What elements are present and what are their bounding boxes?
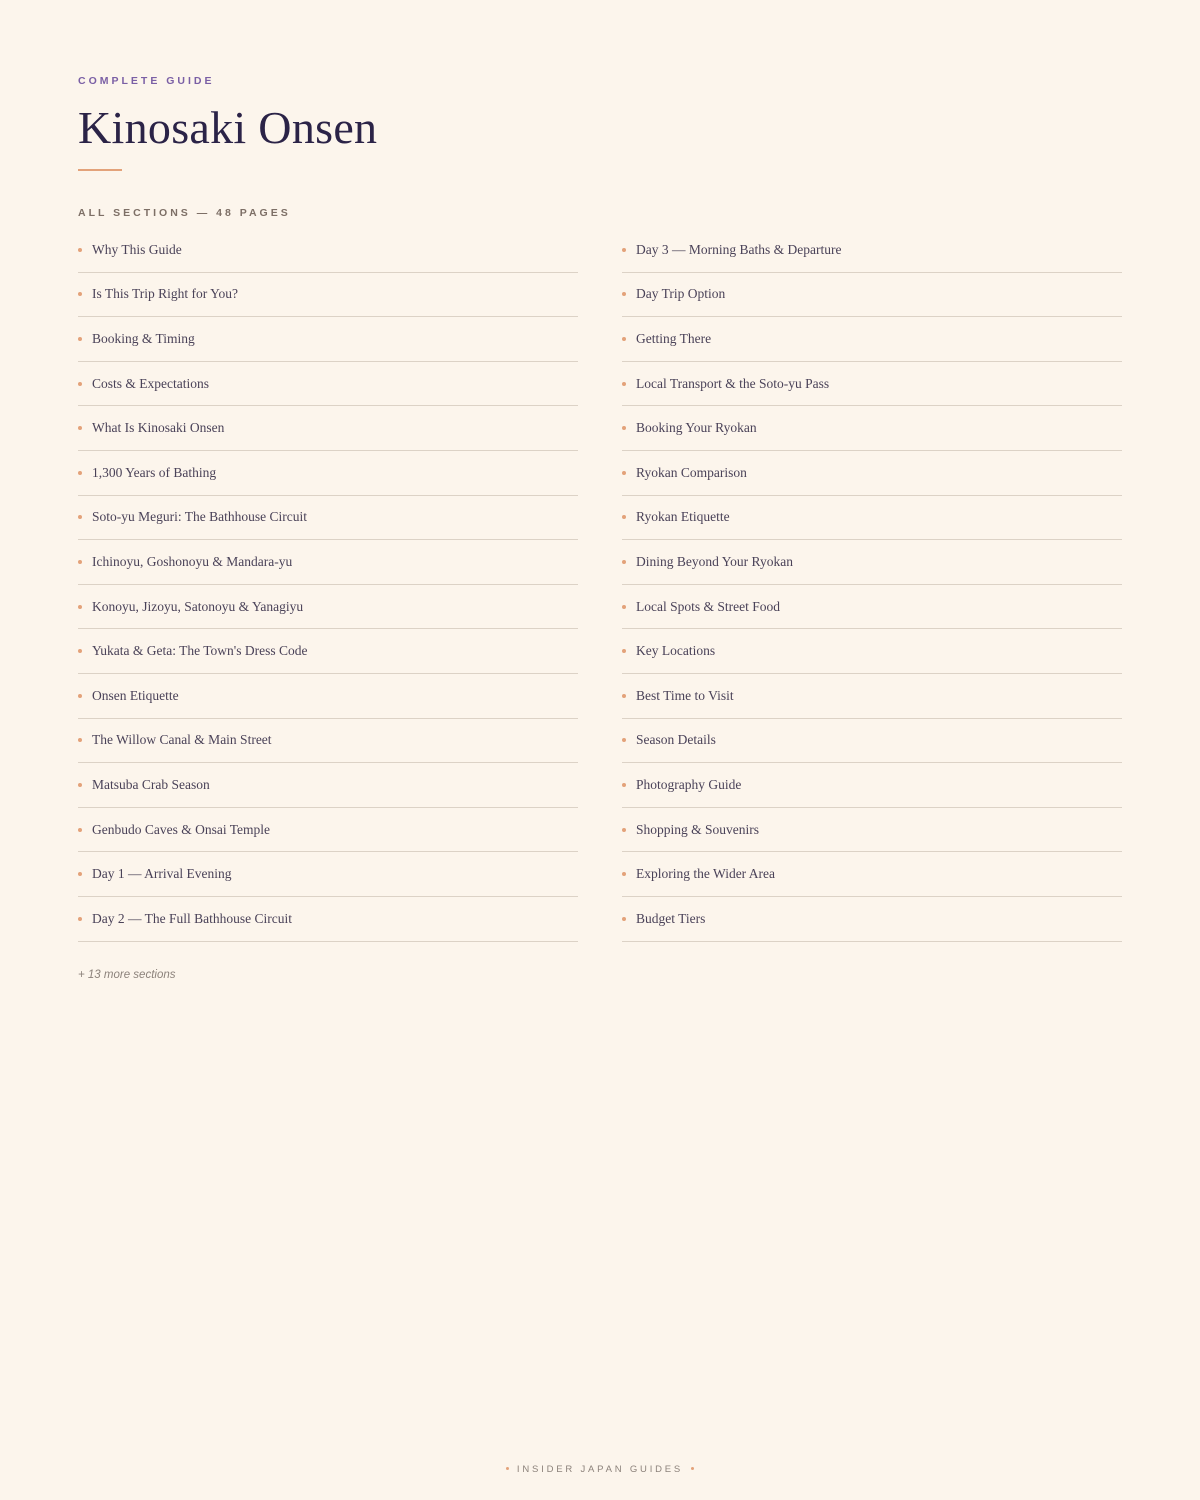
bullet-dot-icon — [78, 471, 82, 475]
toc-item-label: Day 3 — Morning Baths & Departure — [636, 241, 842, 257]
toc-item[interactable] — [78, 451, 578, 496]
toc-item[interactable] — [78, 763, 578, 808]
bullet-dot-icon — [622, 694, 626, 698]
toc-item[interactable] — [622, 585, 1122, 630]
footer-dot-right — [691, 1467, 694, 1470]
footer-text: INSIDER JAPAN GUIDES — [516, 1464, 684, 1475]
toc-item[interactable] — [622, 674, 1122, 719]
bullet-dot-icon — [622, 560, 626, 564]
toc-item-label: Yukata & Geta: The Town's Dress Code — [92, 643, 308, 659]
bullet-dot-icon — [622, 337, 626, 341]
toc-item[interactable] — [622, 629, 1122, 674]
toc-item-label: Shopping & Souvenirs — [636, 821, 760, 837]
bullet-dot-icon — [78, 560, 82, 564]
toc-item[interactable] — [78, 406, 578, 451]
toc-item[interactable] — [78, 540, 578, 585]
toc-item-label: Day 1 — Arrival Evening — [92, 866, 232, 882]
toc-item[interactable] — [622, 228, 1122, 273]
toc-item-label: Konoyu, Jizoyu, Satonoyu & Yanagiyu — [92, 598, 304, 614]
toc-item[interactable] — [622, 540, 1122, 585]
toc-item[interactable] — [78, 317, 578, 362]
bullet-dot-icon — [622, 382, 626, 386]
toc-item[interactable] — [78, 273, 578, 318]
bullet-dot-icon — [622, 605, 626, 609]
toc-item[interactable] — [622, 273, 1122, 318]
toc-item[interactable] — [78, 808, 578, 853]
title-accent-rule — [78, 169, 122, 171]
toc-item[interactable] — [78, 585, 578, 630]
bullet-dot-icon — [622, 738, 626, 742]
bullet-dot-icon — [622, 872, 626, 876]
bullet-dot-icon — [622, 515, 626, 519]
toc-item[interactable] — [78, 852, 578, 897]
toc-column-right — [622, 228, 1122, 942]
toc-item-label: Season Details — [636, 732, 716, 748]
toc-item-label: Budget Tiers — [636, 910, 706, 926]
toc-item[interactable] — [622, 451, 1122, 496]
toc-item-label: Soto-yu Meguri: The Bathhouse Circuit — [92, 509, 307, 525]
bullet-dot-icon — [78, 872, 82, 876]
bullet-dot-icon — [622, 471, 626, 475]
toc-item-label: Local Transport & the Soto-yu Pass — [636, 375, 830, 391]
toc-item-label: Dining Beyond Your Ryokan — [636, 553, 793, 569]
bullet-dot-icon — [78, 738, 82, 742]
toc-item[interactable] — [622, 317, 1122, 362]
footer-brand — [0, 1464, 1200, 1475]
toc-item-label: Why This Guide — [92, 241, 182, 257]
bullet-dot-icon — [78, 783, 82, 787]
toc-item-label: Ichinoyu, Goshonoyu & Mandara-yu — [92, 553, 293, 569]
bullet-dot-icon — [622, 292, 626, 296]
bullet-dot-icon — [78, 828, 82, 832]
toc-item-label: Local Spots & Street Food — [636, 598, 780, 614]
toc-item-label: Key Locations — [636, 643, 716, 659]
toc-item-label: Day Trip Option — [636, 286, 726, 302]
toc-item[interactable] — [78, 496, 578, 541]
toc-item-label: Booking Your Ryokan — [636, 420, 757, 436]
bullet-dot-icon — [78, 292, 82, 296]
toc-item-label: Best Time to Visit — [636, 687, 734, 703]
toc-item-label: Booking & Timing — [92, 330, 195, 346]
bullet-dot-icon — [78, 694, 82, 698]
toc-item[interactable] — [78, 228, 578, 273]
bullet-dot-icon — [78, 382, 82, 386]
toc-item[interactable] — [622, 808, 1122, 853]
toc-item[interactable] — [78, 719, 578, 764]
toc-item[interactable] — [78, 674, 578, 719]
toc-item-label: Photography Guide — [636, 776, 742, 792]
toc-item[interactable] — [622, 496, 1122, 541]
toc-item-label: Costs & Expectations — [92, 375, 209, 391]
toc-item-label: 1,300 Years of Bathing — [92, 464, 217, 480]
toc-item[interactable] — [622, 763, 1122, 808]
toc-item[interactable] — [622, 719, 1122, 764]
toc-item-label: Getting There — [636, 330, 712, 346]
toc-item[interactable] — [78, 897, 578, 942]
toc-item[interactable] — [622, 406, 1122, 451]
bullet-dot-icon — [78, 426, 82, 430]
toc-item-label: What Is Kinosaki Onsen — [92, 420, 225, 436]
more-sections-note: + 13 more sections — [78, 969, 176, 981]
toc-item[interactable] — [78, 629, 578, 674]
toc-item-label: Matsuba Crab Season — [92, 776, 210, 792]
bullet-dot-icon — [78, 917, 82, 921]
bullet-dot-icon — [622, 426, 626, 430]
bullet-dot-icon — [622, 917, 626, 921]
toc-item[interactable] — [622, 362, 1122, 407]
bullet-dot-icon — [622, 783, 626, 787]
toc-item-label: Ryokan Comparison — [636, 464, 747, 480]
toc-column-left — [78, 228, 578, 942]
bullet-dot-icon — [78, 248, 82, 252]
page-title: Kinosaki Onsen — [78, 102, 378, 153]
bullet-dot-icon — [78, 515, 82, 519]
toc-item-label: Ryokan Etiquette — [636, 509, 730, 525]
bullet-dot-icon — [78, 649, 82, 653]
toc-item-label: Is This Trip Right for You? — [92, 286, 239, 302]
toc-item[interactable] — [622, 852, 1122, 897]
toc-item[interactable] — [622, 897, 1122, 942]
toc-item-label: Genbudo Caves & Onsai Temple — [92, 821, 271, 837]
bullet-dot-icon — [622, 649, 626, 653]
footer-dot-left — [506, 1467, 509, 1470]
guide-eyebrow: COMPLETE GUIDE — [78, 75, 215, 87]
toc-item-label: The Willow Canal & Main Street — [92, 732, 272, 748]
toc-item[interactable] — [78, 362, 578, 407]
bullet-dot-icon — [78, 337, 82, 341]
sections-heading: ALL SECTIONS — 48 PAGES — [78, 207, 291, 219]
bullet-dot-icon — [622, 828, 626, 832]
toc-item-label: Exploring the Wider Area — [636, 866, 776, 882]
toc-item-label: Day 2 — The Full Bathhouse Circuit — [92, 910, 292, 926]
bullet-dot-icon — [78, 605, 82, 609]
toc-item-label: Onsen Etiquette — [92, 687, 179, 703]
bullet-dot-icon — [622, 248, 626, 252]
